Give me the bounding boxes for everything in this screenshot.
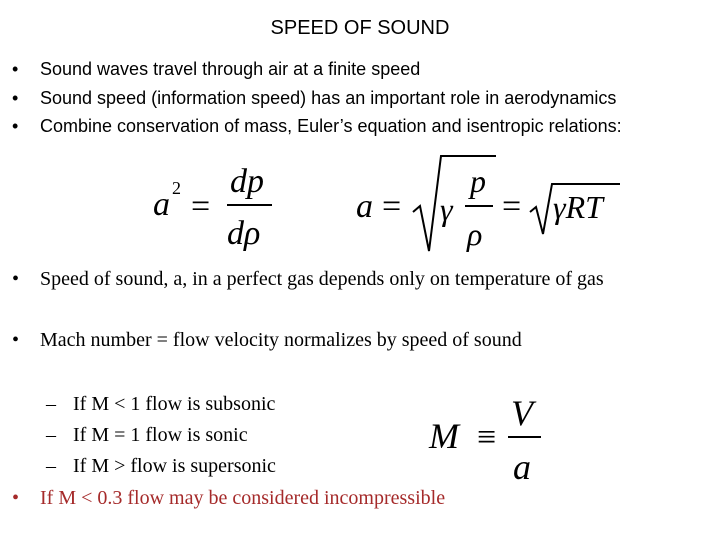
eq2-equals-2: =: [502, 188, 522, 225]
bullet-temperature: Speed of sound, a, in a perfect gas depends only on temperature of gas: [40, 268, 604, 290]
subbullet-sonic: If M = 1 flow is sonic: [73, 424, 248, 446]
eq1-lhs-exponent: 2: [172, 178, 181, 198]
bullet-mach-number: Mach number = flow velocity normalizes by speed of sound: [40, 329, 522, 351]
eq2-lhs: a: [356, 188, 373, 225]
eq3-denominator: a: [513, 447, 531, 487]
bullet-dot: •: [12, 59, 19, 79]
subbullet-supersonic: If M > flow is supersonic: [73, 455, 276, 477]
eq3-equiv: ≡: [477, 419, 497, 456]
bullet-dot: •: [12, 268, 20, 290]
subbullet-subsonic: If M < 1 flow is subsonic: [73, 393, 276, 415]
bullet-finite-speed: Sound waves travel through air at a finite speed: [40, 59, 421, 79]
equation-mach-number: [425, 393, 550, 488]
bullet-dot: •: [12, 487, 20, 509]
eq3-lhs: M: [429, 416, 459, 456]
eq2-denominator: ρ: [467, 216, 483, 252]
bullet-dot: •: [12, 88, 19, 108]
dash-marker: –: [46, 455, 56, 477]
bullet-dot: •: [12, 116, 19, 136]
slide-title: SPEED OF SOUND: [270, 17, 450, 39]
equation-sound-speed-squared: [145, 158, 280, 253]
eq2-numerator: p: [470, 163, 486, 199]
bullet-conservation: Combine conservation of mass, Euler’s equation and isentropic relations:: [40, 116, 622, 136]
eq1-numerator: dp: [230, 163, 264, 200]
eq2-equals: =: [382, 188, 402, 225]
eq2-rhs: γRT: [553, 189, 603, 225]
eq2-gamma: γ: [440, 191, 453, 227]
bullet-aerodynamics-role: Sound speed (information speed) has an important role in aerodynamics: [40, 88, 617, 108]
dash-marker: –: [46, 424, 56, 446]
eq1-denominator: dρ: [227, 215, 261, 252]
dash-marker: –: [46, 393, 56, 415]
eq3-numerator: V: [511, 393, 533, 433]
eq1-equals: =: [191, 188, 211, 225]
bullet-dot: •: [12, 329, 20, 351]
bullet-incompressible: If M < 0.3 flow may be considered incompressible: [40, 487, 446, 509]
eq1-lhs-base: a: [153, 186, 170, 223]
equation-sound-speed: [350, 150, 630, 260]
